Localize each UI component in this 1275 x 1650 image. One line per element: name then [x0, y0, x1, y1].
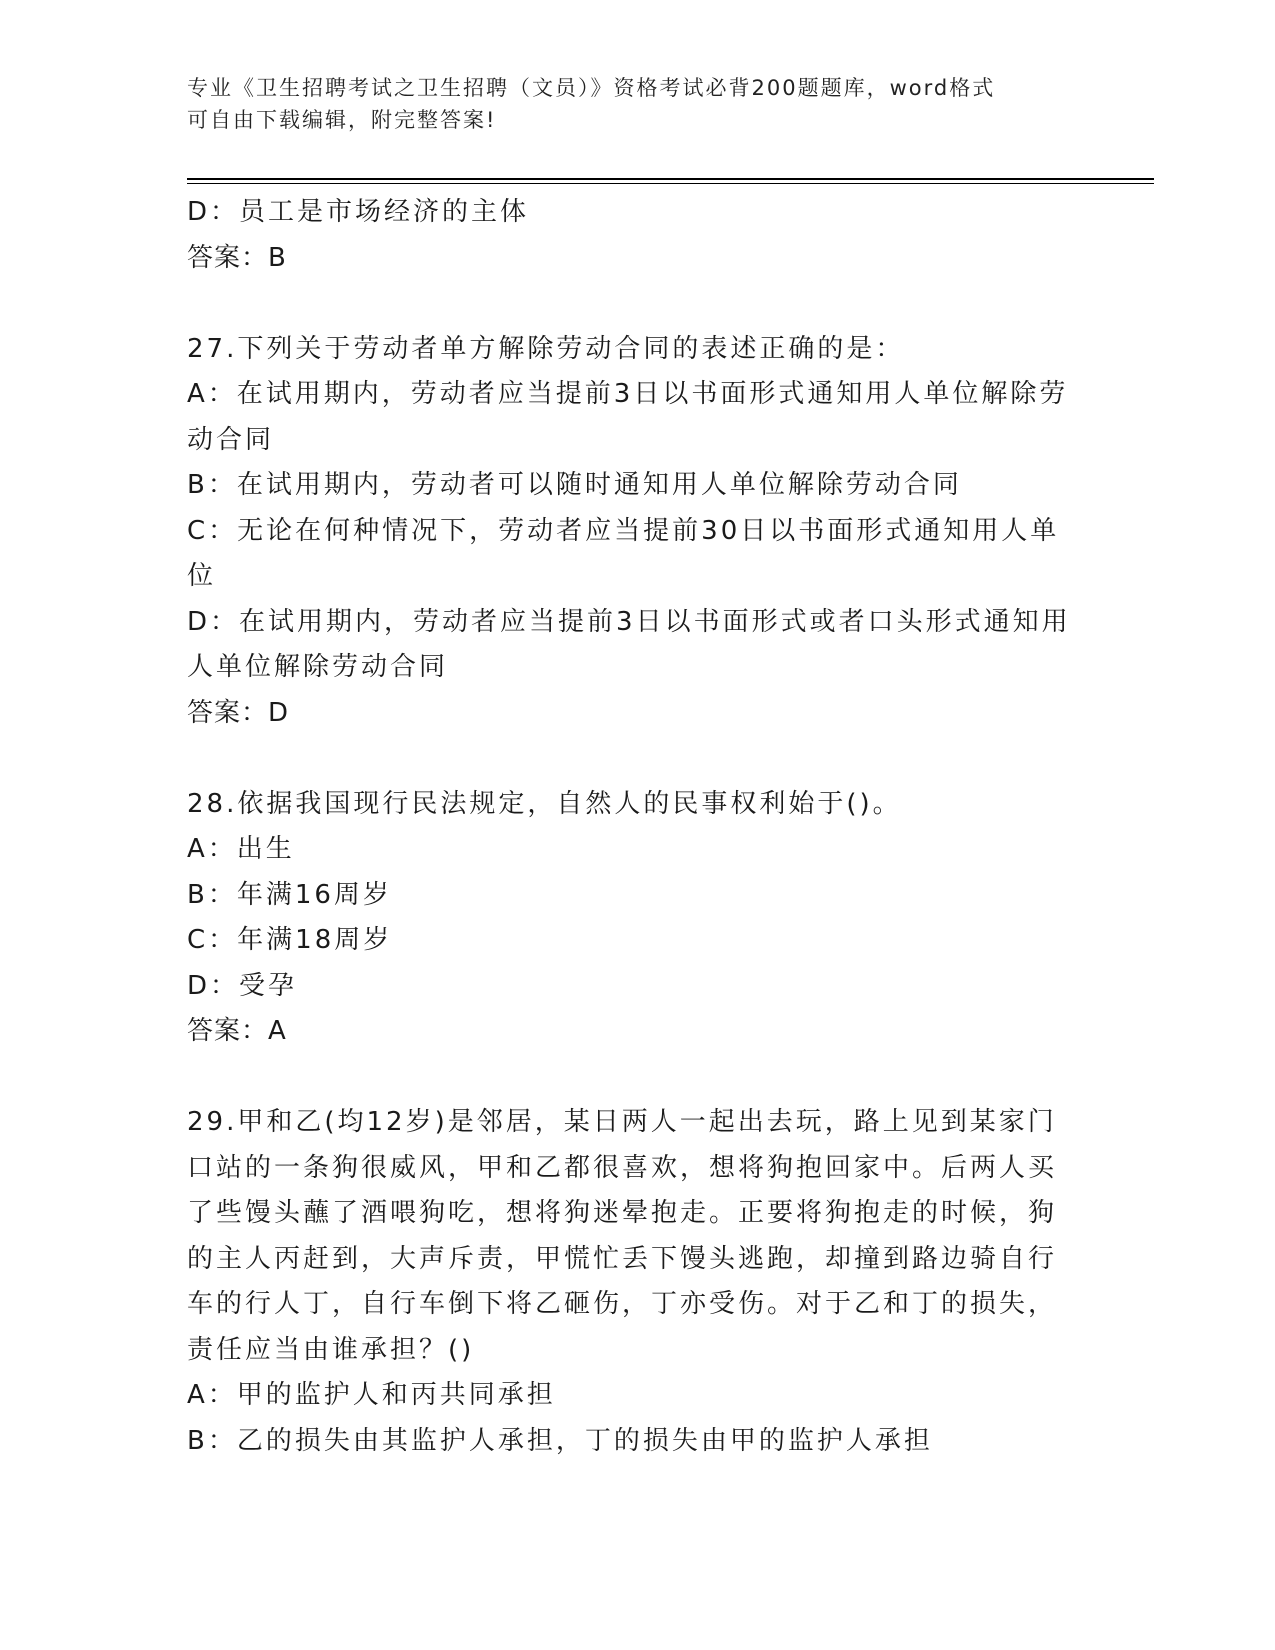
q29-stem-line-2: 口站的一条狗很威风，甲和乙都很喜欢，想将狗抱回家中。后两人买	[187, 1152, 1058, 1183]
q27-option-d-line-1: D：在试用期内，劳动者应当提前3日以书面形式或者口头形式通知用	[187, 606, 1071, 637]
q27-option-a-line-2: 动合同	[187, 424, 275, 455]
prev-question-answer: 答案：B	[187, 242, 287, 273]
q27-option-c-line-2: 位	[187, 561, 217, 591]
q29-option-a: A：甲的监护人和丙共同承担	[187, 1380, 556, 1410]
q29-stem-line-1: 29.甲和乙(均12岁)是邻居，某日两人一起出去玩，路上见到某家门	[187, 1107, 1057, 1137]
q27-option-c-line-1: C：无论在何种情况下，劳动者应当提前30日以书面形式通知用人单	[187, 515, 1060, 546]
q29-stem-line-6: 责任应当由谁承担？()	[187, 1334, 475, 1365]
q27-option-b: B：在试用期内，劳动者可以随时通知用人单位解除劳动合同	[187, 470, 962, 500]
q29-stem-line-4: 的主人丙赶到，大声斥责，甲慌忙丢下馒头逃跑，却撞到路边骑自行	[187, 1243, 1058, 1274]
header-line-2: 可自由下载编辑，附完整答案!	[187, 108, 497, 132]
q28-answer: 答案：A	[187, 1016, 287, 1046]
q28-option-d: D：受孕	[187, 970, 298, 1001]
document-header	[187, 72, 1067, 136]
header-divider-thick	[187, 178, 1154, 180]
q29-stem-line-5: 车的行人丁，自行车倒下将乙砸伤，丁亦受伤。对于乙和丁的损失，	[187, 1289, 1058, 1319]
prev-question-option-d: D：员工是市场经济的主体	[187, 197, 530, 227]
q29-stem-line-3: 了些馒头蘸了酒喂狗吃，想将狗迷晕抱走。正要将狗抱走的时候，狗	[187, 1198, 1058, 1228]
q28-option-c: C：年满18周岁	[187, 925, 393, 955]
q27-option-a-line-1: A：在试用期内，劳动者应当提前3日以书面形式通知用人单位解除劳	[187, 379, 1069, 409]
q28-stem: 28.依据我国现行民法规定，自然人的民事权利始于()。	[187, 788, 902, 819]
header-divider-thin	[187, 183, 1154, 184]
spacer	[187, 736, 1077, 782]
q27-stem: 27.下列关于劳动者单方解除劳动合同的表述正确的是：	[187, 333, 905, 364]
question-list	[187, 190, 1077, 1464]
spacer	[187, 281, 1077, 327]
q27-option-d-line-2: 人单位解除劳动合同	[187, 652, 449, 682]
q28-option-a: A：出生	[187, 834, 295, 864]
q27-answer: 答案：D	[187, 697, 290, 728]
q29-option-b: B：乙的损失由其监护人承担，丁的损失由甲的监护人承担	[187, 1425, 933, 1456]
spacer	[187, 1055, 1077, 1101]
q28-option-b: B：年满16周岁	[187, 879, 392, 910]
header-line-1: 专业《卫生招聘考试之卫生招聘（文员）》资格考试必背200题题库，word格式	[187, 76, 996, 100]
